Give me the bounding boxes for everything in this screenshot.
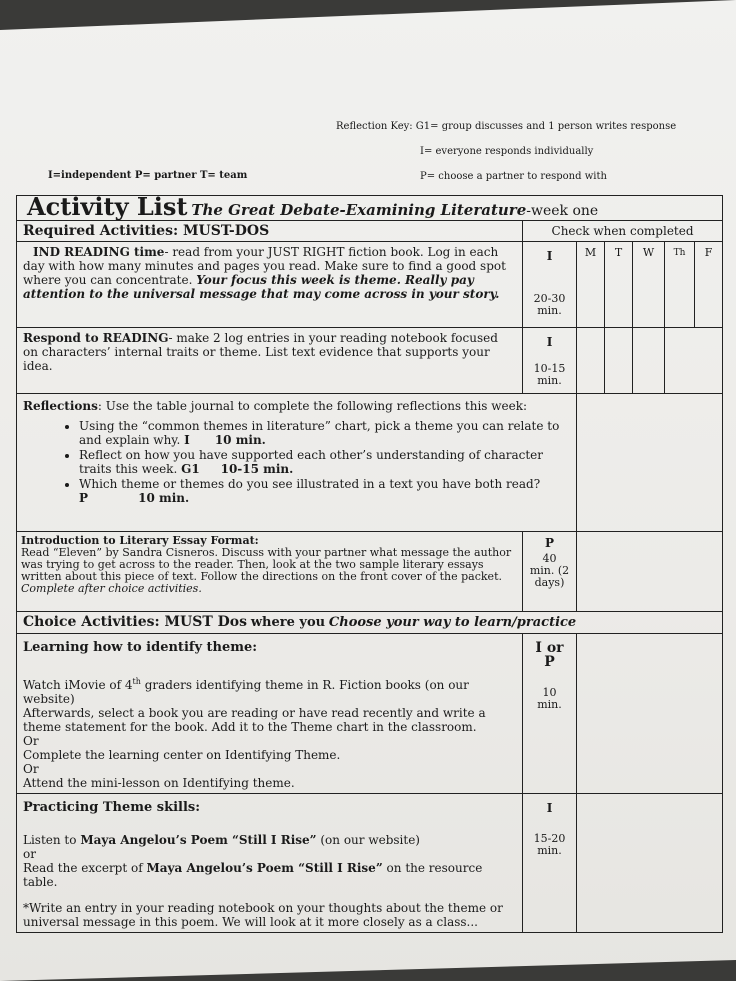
ind-reading-code: I <box>546 249 553 263</box>
respond-check-4[interactable] <box>665 328 723 394</box>
choice-heading-cell <box>17 612 723 634</box>
learning-time: 10 min. <box>537 686 562 711</box>
reflection-item: • Which theme or themes do you see illustrated in a text you have both read? P 10 min. <box>79 477 570 505</box>
reflections-cell <box>17 394 577 532</box>
day-t[interactable]: T <box>605 242 633 328</box>
activity-table <box>16 192 723 933</box>
practicing-check[interactable] <box>577 794 723 933</box>
intro-essay-cell <box>17 532 523 612</box>
grouping-legend: I=independent P= partner T= team <box>48 170 248 181</box>
intro-essay-time: 40 min. (2 days) <box>529 552 570 589</box>
day-f[interactable]: F <box>695 242 723 328</box>
reflection-key-line3: P= choose a partner to respond with <box>420 171 607 182</box>
learning-or: Or <box>23 734 39 748</box>
activity-list-sheet <box>16 192 722 933</box>
reflection-item: • Reflect on how you have supported each other’s understanding of character traits this week. G1 10-15 min. <box>79 448 570 476</box>
reflection-key-line1: Reflection Key: G1= group discusses and 1 person writes response <box>336 121 677 132</box>
respond-code: I <box>546 335 553 349</box>
learning-or: Or <box>23 762 39 776</box>
reflections-lead: Reflections <box>23 399 98 413</box>
day-th[interactable]: Th <box>665 242 695 328</box>
reflection-key-line2: I= everyone responds individually <box>420 146 594 157</box>
day-w[interactable]: W <box>633 242 665 328</box>
learning-line4: Attend the mini-lesson on Identifying theme. <box>23 776 295 790</box>
respond-check-3[interactable] <box>633 328 665 394</box>
week-label: -week one <box>526 203 599 219</box>
learning-line2: Afterwards, select a book you are reading or have read recently and write a theme statement for the book. Add it to the Theme chart in the classroom. <box>23 706 486 734</box>
practicing-note: *Write an entry in your reading notebook on your thoughts about the theme or universal message in this poem. We will look at it more closely as a class... <box>23 901 503 929</box>
practicing-theme-heading: Practicing Theme skills: <box>23 800 201 815</box>
respond-lead: Respond to READING <box>23 331 169 345</box>
reflections-check[interactable] <box>577 394 723 532</box>
choice-heading-choose: Choose your way to learn/practice <box>328 615 577 630</box>
ind-reading-lead: IND READING time <box>33 245 165 259</box>
learning-code-cell <box>523 634 577 794</box>
learning-code: I or P <box>535 640 564 670</box>
ind-reading-text: - read from your JUST RIGHT fiction book. Log in each day with how many minutes and pages you read. Make sure to find a good spot where you can concentrate. <box>23 245 506 287</box>
check-completed-label: Check when completed <box>523 221 723 242</box>
practicing-theme-cell <box>17 794 523 933</box>
respond-text: - make 2 log entries in your reading notebook focused on characters’ internal traits or theme. List text evidence that supports your idea. <box>23 331 498 373</box>
page-title: Activity List <box>27 192 188 221</box>
respond-time: 10-15 min. <box>533 362 566 387</box>
choice-heading: Choice Activities: MUST Dos <box>23 614 247 630</box>
learning-check[interactable] <box>577 634 723 794</box>
ind-reading-time: 20-30 min. <box>533 292 566 317</box>
practicing-code-cell <box>523 794 577 933</box>
day-m[interactable]: M <box>577 242 605 328</box>
learning-line3: Complete the learning center on Identifying Theme. <box>23 748 341 762</box>
learning-theme-heading: Learning how to identify theme: <box>23 640 258 655</box>
intro-essay-lead: Introduction to Literary Essay Format: <box>21 534 259 547</box>
intro-essay-text: Read “Eleven” by Sandra Cisneros. Discuss with your partner what message the author was trying to get across to the reader. Then, look at the two sample literary essays written about this piece of text. Follow the directions on the front cover of the packet. <box>21 546 512 583</box>
respond-code-cell <box>523 328 577 394</box>
reflections-text: : Use the table journal to complete the following reflections this week: <box>97 399 528 413</box>
ind-reading-code-cell <box>523 242 577 328</box>
intro-essay-code-cell <box>523 532 577 612</box>
intro-essay-code: P <box>544 536 555 550</box>
required-heading: Required Activities: MUST-DOS <box>17 221 523 242</box>
intro-essay-check[interactable] <box>577 532 723 612</box>
respond-cell <box>17 328 523 394</box>
practicing-line2: Read the excerpt of Maya Angelou’s Poem “Still I Rise” on the resource table. <box>23 861 483 889</box>
learning-line1: Watch iMovie of 4th graders identifying theme in R. Fiction books (on our website) <box>23 677 469 706</box>
respond-check-1[interactable] <box>577 328 605 394</box>
practicing-or: or <box>23 847 36 861</box>
learning-theme-cell <box>17 634 523 794</box>
choice-heading-where: where you <box>250 615 326 630</box>
title-cell <box>17 192 723 221</box>
unit-title: The Great Debate-Examining Literature <box>191 201 527 219</box>
intro-essay-after: Complete after choice activities. <box>21 582 202 595</box>
ind-reading-focus: Your focus this week is theme. Really pay attention to the universal message that may come across in your story. <box>23 273 500 301</box>
ind-reading-cell <box>17 242 523 328</box>
practicing-line1: Listen to Maya Angelou’s Poem “Still I Rise” (on our website) <box>23 833 420 847</box>
reflection-item: • Using the “common themes in literature” chart, pick a theme you can relate to and explain why. I 10 min. <box>79 419 570 447</box>
reflections-list <box>23 419 570 505</box>
respond-check-2[interactable] <box>605 328 633 394</box>
practicing-code: I <box>546 801 553 815</box>
practicing-time: 15-20 min. <box>533 832 566 857</box>
